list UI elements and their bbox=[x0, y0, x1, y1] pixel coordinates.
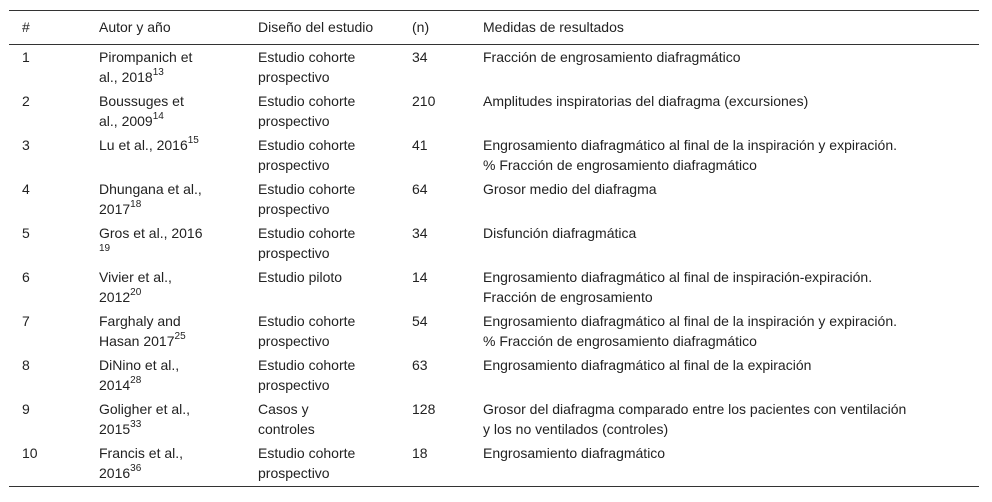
cell-author: Lu et al., 2016$^{15}$ bbox=[99, 135, 199, 153]
cell-number: 4 bbox=[22, 181, 30, 197]
table-row bbox=[9, 309, 979, 353]
table-row bbox=[9, 221, 979, 265]
cell-number: 10 bbox=[9, 441, 86, 487]
cell-design: Estudio cohorte prospectivo bbox=[258, 225, 356, 261]
cell-outcome: Disfunción diafragmática bbox=[483, 225, 637, 241]
table-row bbox=[9, 441, 979, 487]
cell-design: Estudio cohorte prospectivo bbox=[258, 93, 356, 129]
cell-design: Estudio cohorte prospectivo bbox=[258, 49, 356, 85]
cell-outcome: Grosor medio del diafragma bbox=[483, 181, 657, 197]
header-outcomes: Medidas de resultados bbox=[470, 11, 979, 45]
table-row bbox=[9, 265, 979, 309]
header-number: # bbox=[9, 11, 86, 45]
cell-design: Estudio cohorte prospectivo bbox=[245, 441, 399, 487]
studies-table bbox=[9, 10, 979, 487]
reference-number: 33 bbox=[130, 419, 142, 431]
cell-number: 9 bbox=[22, 401, 30, 417]
cell-author: Vivier et al., 2012$^{20}$ bbox=[99, 269, 172, 305]
cell-n: 14 bbox=[412, 269, 428, 285]
cell-design: Estudio cohorte prospectivo bbox=[258, 181, 356, 217]
cell-outcome: Amplitudes inspiratorias del diafragma (excursiones) bbox=[483, 93, 809, 109]
cell-n: 41 bbox=[412, 137, 428, 153]
cell-author: Farghaly and Hasan 2017$^{25}$ bbox=[99, 313, 186, 349]
cell-author: Boussuges et al., 2009$^{14}$ bbox=[99, 93, 184, 129]
cell-outcome: Engrosamiento diafragmático al final de la expiración bbox=[483, 357, 812, 373]
reference-number: 15 bbox=[187, 135, 199, 147]
cell-design: Casos y controles bbox=[258, 401, 315, 437]
cell-design: Estudio cohorte prospectivo bbox=[258, 357, 356, 393]
cell-author: Dhungana et al., 2017$^{18}$ bbox=[99, 181, 202, 217]
cell-outcome: Grosor del diafragma comparado entre los pacientes con ventilación y los no ventilados (controles) bbox=[483, 401, 907, 437]
cell-n: 63 bbox=[412, 357, 428, 373]
cell-n: 210 bbox=[412, 93, 436, 109]
cell-number: 8 bbox=[22, 357, 30, 373]
reference-number: 28 bbox=[130, 375, 142, 387]
table-row bbox=[9, 177, 979, 221]
table-row bbox=[9, 397, 979, 441]
reference-number: 18 bbox=[130, 199, 142, 211]
reference-number: 25 bbox=[174, 331, 186, 343]
cell-author: Gros et al., 2016 19 bbox=[86, 221, 245, 265]
cell-outcome: Engrosamiento diafragmático al final de inspiración-expiración. Fracción de engrosamiento bbox=[483, 269, 873, 305]
cell-author: DiNino et al., 2014$^{28}$ bbox=[99, 357, 180, 393]
reference-number: 20 bbox=[130, 287, 142, 299]
cell-n: 64 bbox=[412, 181, 428, 197]
header-author-year: Autor y año bbox=[86, 11, 245, 45]
cell-outcome: Engrosamiento diafragmático al final de la inspiración y expiración. % Fracción de engrosamiento diafragmático bbox=[483, 313, 897, 349]
cell-number: 2 bbox=[22, 93, 30, 109]
cell-n: 18 bbox=[399, 441, 470, 487]
studies-table-container bbox=[9, 10, 979, 487]
cell-number: 7 bbox=[22, 313, 30, 329]
cell-n: 54 bbox=[412, 313, 428, 329]
cell-number: 6 bbox=[22, 269, 30, 285]
cell-n: 128 bbox=[412, 401, 436, 417]
cell-author: Goligher et al., 2015$^{33}$ bbox=[99, 401, 191, 437]
cell-outcome: Engrosamiento diafragmático bbox=[470, 441, 979, 487]
cell-number: 1 bbox=[22, 49, 30, 65]
reference-number: 36 bbox=[130, 463, 142, 475]
table-row bbox=[9, 45, 979, 90]
cell-design: Estudio cohorte prospectivo bbox=[258, 137, 356, 173]
cell-n: 34 bbox=[412, 49, 428, 65]
header-n: (n) bbox=[399, 11, 470, 45]
reference-number: 19 bbox=[99, 243, 111, 254]
header-study-design: Diseño del estudio bbox=[245, 11, 399, 45]
table-row bbox=[9, 89, 979, 133]
cell-outcome: Fracción de engrosamiento diafragmático bbox=[483, 49, 741, 65]
cell-number: 5 bbox=[22, 225, 30, 241]
cell-outcome: Engrosamiento diafragmático al final de la inspiración y expiración. % Fracción de engrosamiento diafragmático bbox=[483, 137, 897, 173]
cell-design: Estudio piloto bbox=[258, 269, 343, 285]
cell-author: Francis et al., 2016$^{36}$ bbox=[86, 441, 245, 487]
cell-n: 34 bbox=[412, 225, 428, 241]
reference-number: 13 bbox=[152, 67, 164, 79]
reference-number: 14 bbox=[152, 111, 164, 123]
table-header-row bbox=[9, 11, 979, 45]
table-row bbox=[9, 353, 979, 397]
cell-author: Pirompanich et al., 2018$^{13}$ bbox=[99, 49, 193, 85]
cell-number: 3 bbox=[22, 137, 30, 153]
cell-design: Estudio cohorte prospectivo bbox=[258, 313, 356, 349]
table-row bbox=[9, 133, 979, 177]
